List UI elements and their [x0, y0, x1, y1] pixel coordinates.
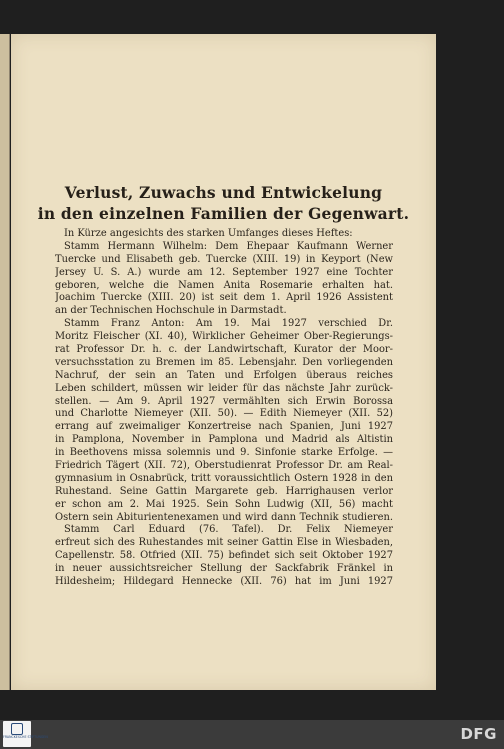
text-line: Ruhestand. Seine Gattin Margarete geb. Harrighausen verlor — [55, 485, 393, 497]
text-line: In Kürze angesichts des starken Umfanges dieses Heftes: — [64, 228, 353, 239]
text-line: Moritz Fleischer (XI. 40), Wirklicher Geheimer Ober-Regierungs- — [55, 331, 393, 343]
text-line: Tuercke und Elisabeth geb. Tuercke (XIII. 19) in Keyport (New — [55, 253, 393, 265]
heading-line: in den einzelnen Familien der Gegenwart. — [37, 204, 410, 223]
text-line: geboren, welche die Namen Anita Rosemarie erhalten hat. — [55, 279, 393, 291]
dfg-logo[interactable]: DFG — [460, 725, 497, 743]
text-line: in neuer aussichtsreicher Stellung der Sackfabrik Fränkel in — [55, 563, 393, 575]
text-line: Stamm Hermann Wilhelm: Dem Ehepaar Kaufmann Werner — [64, 240, 393, 252]
institution-logo-icon — [11, 723, 23, 735]
text-line: Leben schildert, müssen wir leider für das nächste Jahr zurück- — [55, 382, 393, 394]
text-line: Capellenstr. 58. Otfried (XII. 75) befindet sich seit Oktober 1927 — [55, 550, 393, 562]
text-line: stellen. — Am 9. April 1927 vermählten sich Erwin Borossa — [55, 395, 393, 407]
text-line: versuchsstation zu Bremen im 85. Lebensjahr. Den vorliegenden — [55, 356, 393, 368]
text-line: er schon am 2. Mai 1925. Sein Sohn Ludwig (XII, 56) macht — [55, 498, 393, 510]
text-line: Jersey U. S. A.) wurde am 12. September 1927 eine Tochter — [55, 266, 393, 278]
institution-logo-label: FRANCKESCHE STIFTUNGEN — [3, 735, 48, 739]
text-line: und Charlotte Niemeyer (XII. 50). — Edith Niemeyer (XII. 52) — [55, 408, 393, 420]
text-line: Hildesheim; Hildegard Hennecke (XII. 76) hat im Juni 1927 — [55, 576, 393, 588]
section-heading — [11, 182, 436, 224]
text-line: Stamm Franz Anton: Am 19. Mai 1927 verschied Dr. — [64, 318, 393, 330]
heading-line: Verlust, Zuwachs und Entwickelung — [64, 183, 383, 202]
text-line: rat Professor Dr. h. c. der Landwirtschaft, Kurator der Moor- — [55, 344, 393, 356]
body-text — [55, 228, 393, 589]
institution-logo[interactable] — [3, 721, 48, 747]
text-line: Ostern sein Abiturientenexamen und wird dann Technik studieren. — [55, 511, 393, 523]
text-line: in Beethovens missa solemnis und 9. Sinfonie starke Erfolge. — — [55, 447, 393, 459]
text-line: errang auf zweimaliger Konzertreise nach Spanien, Juni 1927 — [55, 421, 393, 433]
text-line: in Pamplona, November in Pamplona und Madrid als Altistin — [55, 434, 393, 446]
text-line: gymnasium in Osnabrück, tritt voraussichtlich Ostern 1928 in den — [55, 472, 393, 484]
text-line: an der Technischen Hochschule in Darmstadt. — [55, 305, 287, 317]
text-line: erfreut sich des Ruhestandes mit seiner Gattin Else in Wiesbaden, — [55, 537, 393, 549]
text-line: Friedrich Tägert (XII. 72), Oberstudienrat Professor Dr. am Real- — [55, 460, 393, 472]
book-page — [11, 34, 436, 690]
text-line: Nachruf, der sein an Taten und Erfolgen überaus reiches — [55, 369, 393, 381]
text-line: Joachim Tuercke (XIII. 20) ist seit dem 1. April 1926 Assistent — [55, 292, 393, 304]
viewer-footer-bar — [0, 720, 504, 749]
text-line: Stamm Carl Eduard (76. Tafel). Dr. Felix Niemeyer — [64, 524, 393, 536]
facing-page-edge — [0, 34, 10, 690]
